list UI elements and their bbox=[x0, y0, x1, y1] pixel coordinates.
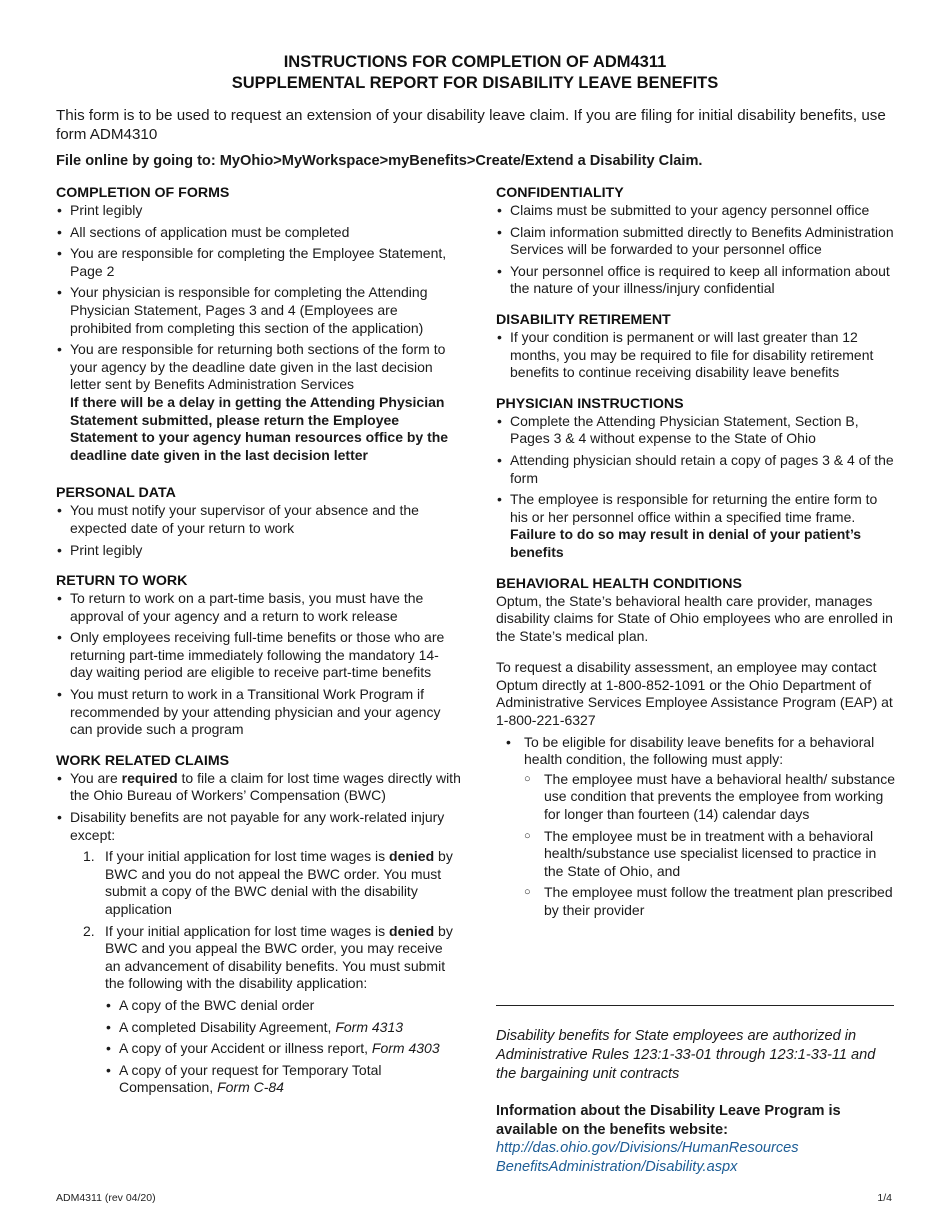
list-item bbox=[56, 341, 461, 464]
title-line-1: INSTRUCTIONS FOR COMPLETION OF ADM4311 bbox=[283, 53, 667, 71]
sub-list-item bbox=[105, 1019, 461, 1037]
list-item: • Claim information submitted directly to Benefits Administration Services will be forwarded to your personnel office bbox=[496, 224, 896, 259]
list-item: • Your personnel office is required to keep all information about the nature of your illness/injury confidential bbox=[496, 263, 896, 298]
section-heading: BEHAVIORAL HEALTH CONDITIONS bbox=[496, 575, 742, 592]
text-fragment: The employee is responsible for returning the entire form to his or her personnel office within a specified time frame. bbox=[510, 491, 878, 525]
page-number: 1/4 bbox=[877, 1192, 892, 1204]
list-item: • Only employees receiving full-time benefits or those who are returning part-time immediately following the mandatory 14-day waiting period are eligible to receive part-time benefits bbox=[56, 629, 461, 682]
section-return-to-work bbox=[56, 572, 461, 739]
text-fragment: A completed Disability Agreement, bbox=[119, 1018, 336, 1035]
authorization-note: Disability benefits for State employees are authorized in Administrative Rules 123:1-33-01 through 123:1-33-11 and the bargaining unit contracts bbox=[496, 1028, 876, 1082]
benefits-website-link[interactable] bbox=[496, 1139, 896, 1177]
failure-note: Failure to do so may result in denial of your patient’s benefits bbox=[510, 526, 862, 560]
list-item: • You must notify your supervisor of your absence and the expected date of your return to work bbox=[56, 502, 461, 537]
form-reference: Form 4313 bbox=[335, 1018, 404, 1035]
section-heading: RETURN TO WORK bbox=[56, 573, 188, 590]
section-heading: PERSONAL DATA bbox=[56, 485, 176, 502]
text-fragment: If your initial application for lost time wages is bbox=[105, 848, 390, 865]
text-fragment: to file a claim for lost time wages directly with the Ohio Bureau of Workers’ Compensation (BWC) bbox=[70, 769, 461, 804]
text-fragment: To be eligible for disability leave benefits for a behavioral health condition, the following must apply: bbox=[524, 733, 875, 768]
list-item: • Your physician is responsible for completing the Attending Physician Statement, Pages 3 and 4 (Employees are prohibited from completing this section of the application) bbox=[56, 284, 461, 337]
emphasis-denied: denied bbox=[389, 848, 435, 865]
list-item: • Complete the Attending Physician Statement, Section B, Pages 3 & 4 without expense to the State of Ohio bbox=[496, 413, 896, 448]
paragraph: Optum, the State’s behavioral health care provider, manages disability claims for State of Ohio employees who are enrolled in the State’s medical plan. bbox=[496, 592, 893, 644]
title-line-2: SUPPLEMENTAL REPORT FOR DISABILITY LEAVE BENEFITS bbox=[231, 74, 719, 92]
section-heading: PHYSICIAN INSTRUCTIONS bbox=[496, 395, 684, 412]
item-number: 1. bbox=[83, 848, 95, 865]
section-heading: DISABILITY RETIREMENT bbox=[496, 311, 671, 328]
section-heading: CONFIDENTIALITY bbox=[496, 185, 624, 201]
form-revision: ADM4311 (rev 04/20) bbox=[56, 1192, 156, 1204]
section-confidentiality bbox=[496, 184, 896, 298]
list-item bbox=[56, 809, 461, 1097]
sub-list-item: • A copy of the BWC denial order bbox=[105, 997, 461, 1015]
section-disability-retirement bbox=[496, 311, 896, 382]
list-item-text: You are responsible for returning both sections of the form to your agency by the deadline date given in the last decision letter sent by Benefits Administration Services bbox=[70, 341, 446, 393]
list-item: • You are responsible for completing the Employee Statement, Page 2 bbox=[56, 245, 461, 280]
document-title bbox=[0, 52, 950, 94]
list-item: • To return to work on a part-time basis, you must have the approval of your agency and a return to work release bbox=[56, 590, 461, 625]
text-fragment: If your initial application for lost time wages is bbox=[105, 922, 390, 939]
emphasis-required: required bbox=[121, 769, 178, 786]
list-item: • Print legibly bbox=[56, 542, 461, 560]
list-item bbox=[496, 491, 896, 561]
section-physician-instructions bbox=[496, 395, 896, 562]
section-completion-of-forms bbox=[56, 184, 461, 464]
list-item bbox=[496, 734, 896, 920]
intro-text: This form is to be used to request an extension of your disability leave claim. If you are filing for initial disability benefits, use form ADM4310 bbox=[56, 107, 886, 143]
numbered-item bbox=[70, 848, 461, 918]
list-item: • You must return to work in a Transitional Work Program if recommended by your attending physician and your agency can provide such a program bbox=[56, 686, 461, 739]
sub-list-item: ○ The employee must be in treatment with a behavioral health/substance use specialist licensed to practice in the State of Ohio, and bbox=[524, 828, 896, 881]
text-fragment: A copy of your request for Temporary Total Compensation, bbox=[119, 1061, 382, 1096]
form-reference: Form C-84 bbox=[217, 1079, 284, 1096]
sub-list-item bbox=[105, 1040, 461, 1058]
emphasis-denied: denied bbox=[389, 922, 435, 939]
paragraph: To request a disability assessment, an employee may contact Optum directly at 1-800-852-1091 or the Ohio Department of Administrative Services Employee Assistance Program (EAP) at 1-800-221-6327 bbox=[496, 659, 893, 729]
section-heading: WORK RELATED CLAIMS bbox=[56, 752, 230, 769]
list-item: • Print legibly bbox=[56, 202, 461, 220]
sub-list-item: ○ The employee must follow the treatment plan prescribed by their provider bbox=[524, 884, 896, 919]
list-item bbox=[56, 770, 461, 805]
text-fragment: You are bbox=[70, 769, 122, 786]
section-personal-data bbox=[56, 484, 461, 559]
text-fragment: by BWC and you appeal the BWC order, you may receive an advancement of disability benefits. You must submit the following with the disability application: bbox=[105, 922, 453, 992]
section-behavioral-health bbox=[496, 575, 896, 920]
list-item: • Claims must be submitted to your agency personnel office bbox=[496, 202, 896, 220]
list-item: • Attending physician should retain a copy of pages 3 & 4 of the form bbox=[496, 452, 896, 487]
list-item: • All sections of application must be completed bbox=[56, 224, 461, 242]
numbered-item bbox=[70, 923, 461, 1097]
text-fragment: Disability benefits are not payable for any work-related injury except: bbox=[70, 809, 445, 843]
left-column bbox=[56, 184, 461, 1110]
text-fragment: A copy of your Accident or illness report, bbox=[119, 1040, 372, 1057]
item-number: 2. bbox=[83, 922, 95, 939]
form-reference: Form 4303 bbox=[371, 1040, 440, 1057]
right-column bbox=[496, 184, 896, 933]
link-line-1[interactable]: http://das.ohio.gov/Divisions/HumanResources bbox=[496, 1140, 799, 1156]
text-fragment: by BWC and you do not appeal the BWC order. You must submit a copy of the BWC denial with the disability application bbox=[105, 848, 453, 917]
section-heading: COMPLETION OF FORMS bbox=[56, 185, 230, 201]
list-item: • If your condition is permanent or will last greater than 12 months, you may be required to file for disability retirement benefits to continue receiving disability leave benefits bbox=[496, 329, 896, 382]
section-work-related-claims bbox=[56, 752, 461, 1097]
sub-list-item: ○ The employee must have a behavioral health/ substance use condition that prevents the employee from working for longer than fourteen (14) calendar days bbox=[524, 771, 896, 824]
info-heading: Information about the Disability Leave Program is available on the benefits website: bbox=[496, 1103, 841, 1138]
link-line-2[interactable]: BenefitsAdministration/Disability.aspx bbox=[496, 1159, 738, 1175]
file-online-instruction: File online by going to: MyOhio>MyWorkspace>myBenefits>Create/Extend a Disability Claim. bbox=[56, 153, 703, 169]
divider bbox=[496, 1005, 894, 1006]
sub-list-item bbox=[105, 1062, 461, 1097]
delay-note: If there will be a delay in getting the Attending Physician Statement submitted, please return the Employee Statement to your agency human resources office by the deadline date given in the last decision letter bbox=[70, 393, 449, 463]
